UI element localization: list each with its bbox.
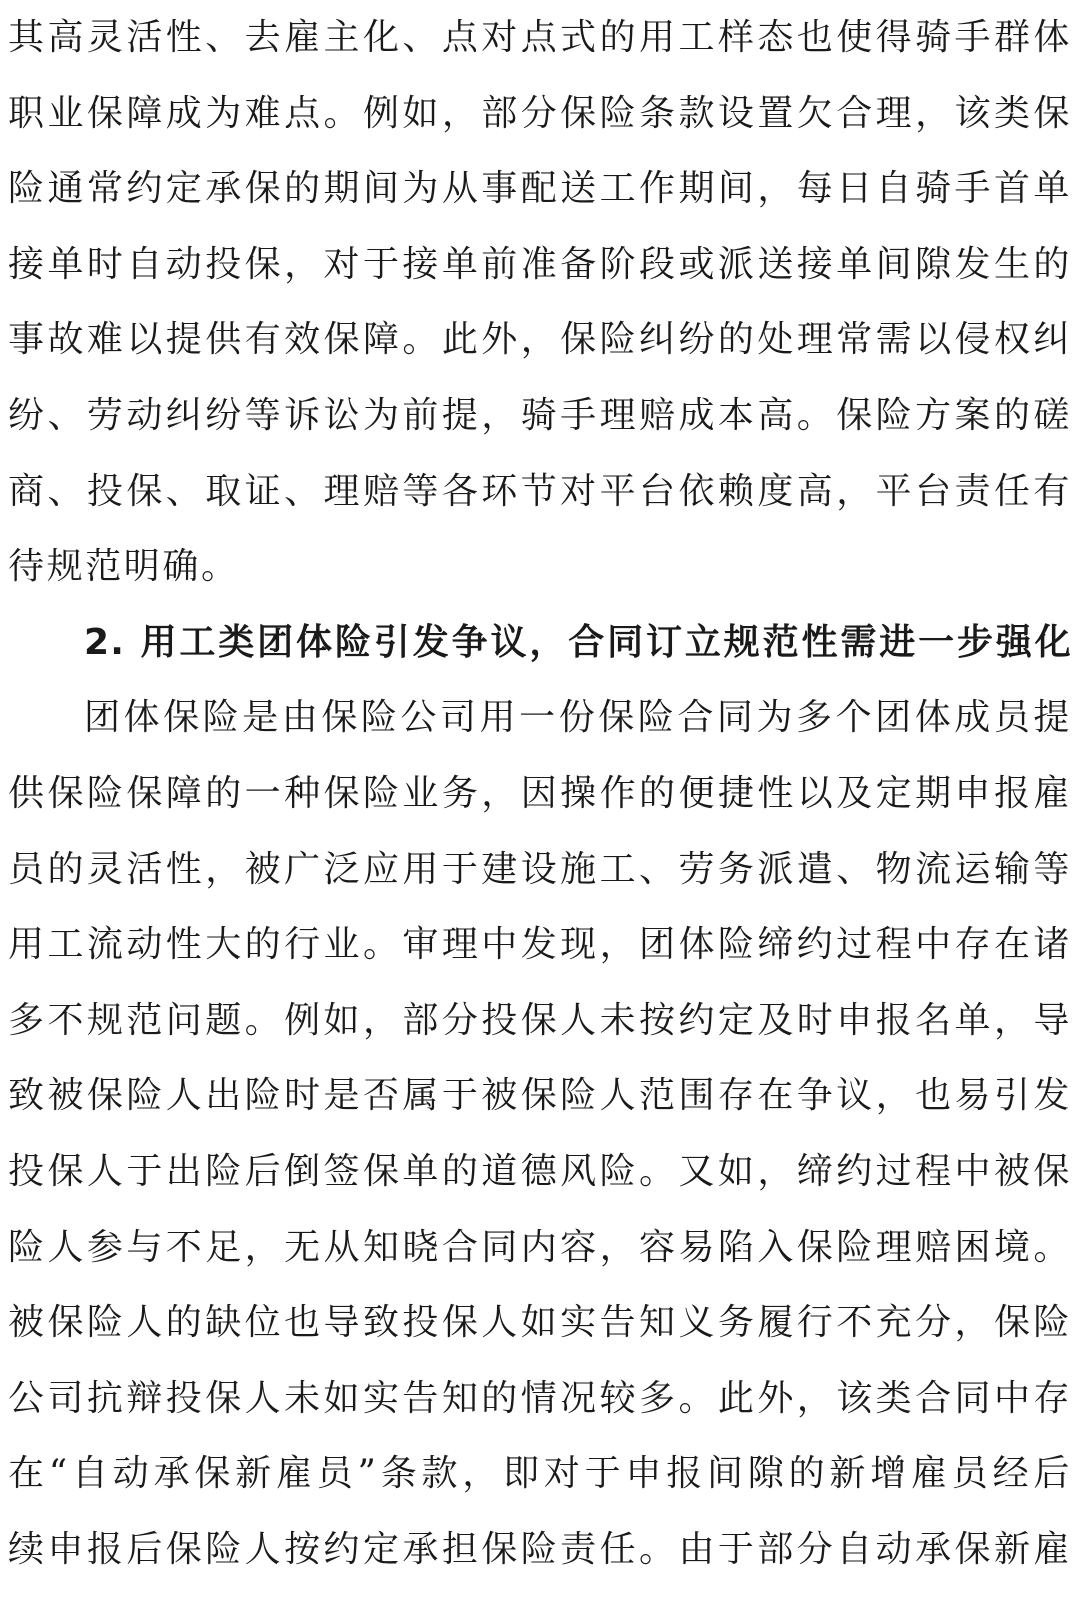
paragraph-line: 险人参与不足，无从知晓合同内容，容易陷入保险理赔困境。 [8, 1226, 1072, 1268]
paragraph-line: 其高灵活性、去雇主化、点对点式的用工样态也使得骑手群体 [8, 17, 1072, 58]
paragraph-line: 职业保障成为难点。例如，部分保险条款设置欠合理，该类保 [8, 92, 1072, 134]
paragraph-line: 员的灵活性，被广泛应用于建设施工、劳务派遣、物流运输等 [8, 848, 1072, 890]
paragraph-line: 商、投保、取证、理赔等各环节对平台依赖度高，平台责任有 [8, 470, 1072, 512]
paragraph-line-end: 待规范明确。 [8, 546, 240, 588]
paragraph-line: 险通常约定承保的期间为从事配送工作期间，每日自骑手首单 [8, 168, 1072, 210]
paragraph-line: 多不规范问题。例如，部分投保人未按约定及时申报名单，导 [8, 999, 1072, 1041]
paragraph-line: 用工流动性大的行业。审理中发现，团体险缔约过程中存在诸 [8, 924, 1072, 966]
paragraph-line: 纷、劳动纠纷等诉讼为前提，骑手理赔成本高。保险方案的磋 [8, 394, 1072, 436]
paragraph-line: 被保险人的缺位也导致投保人如实告知义务履行不充分，保险 [8, 1302, 1072, 1344]
paragraph-line: 投保人于出险后倒签保单的道德风险。又如，缔约过程中被保 [8, 1150, 1072, 1192]
paragraph-line: 供保险保障的一种保险业务，因操作的便捷性以及定期申报雇 [8, 772, 1072, 814]
document-body [8, 0, 1072, 1587]
paragraph-line-first: 团体保险是由保险公司用一份保险合同为多个团体成员提 [84, 697, 1072, 739]
section-heading: 2. 用工类团体险引发争议，合同订立规范性需进一步强化 [84, 621, 1072, 663]
paragraph-line: 在“自动承保新雇员”条款，即对于申报间隙的新增雇员经后 [8, 1453, 1072, 1495]
paragraph-line: 致被保险人出险时是否属于被保险人范围存在争议，也易引发 [8, 1075, 1072, 1117]
paragraph-line: 接单时自动投保，对于接单前准备阶段或派送接单间隙发生的 [8, 243, 1072, 285]
paragraph-line: 公司抗辩投保人未如实告知的情况较多。此外，该类合同中存 [8, 1377, 1072, 1419]
paragraph-line: 事故难以提供有效保障。此外，保险纠纷的处理常需以侵权纠 [8, 319, 1072, 361]
paragraph-line: 续申报后保险人按约定承担保险责任。由于部分自动承保新雇 [8, 1528, 1072, 1570]
